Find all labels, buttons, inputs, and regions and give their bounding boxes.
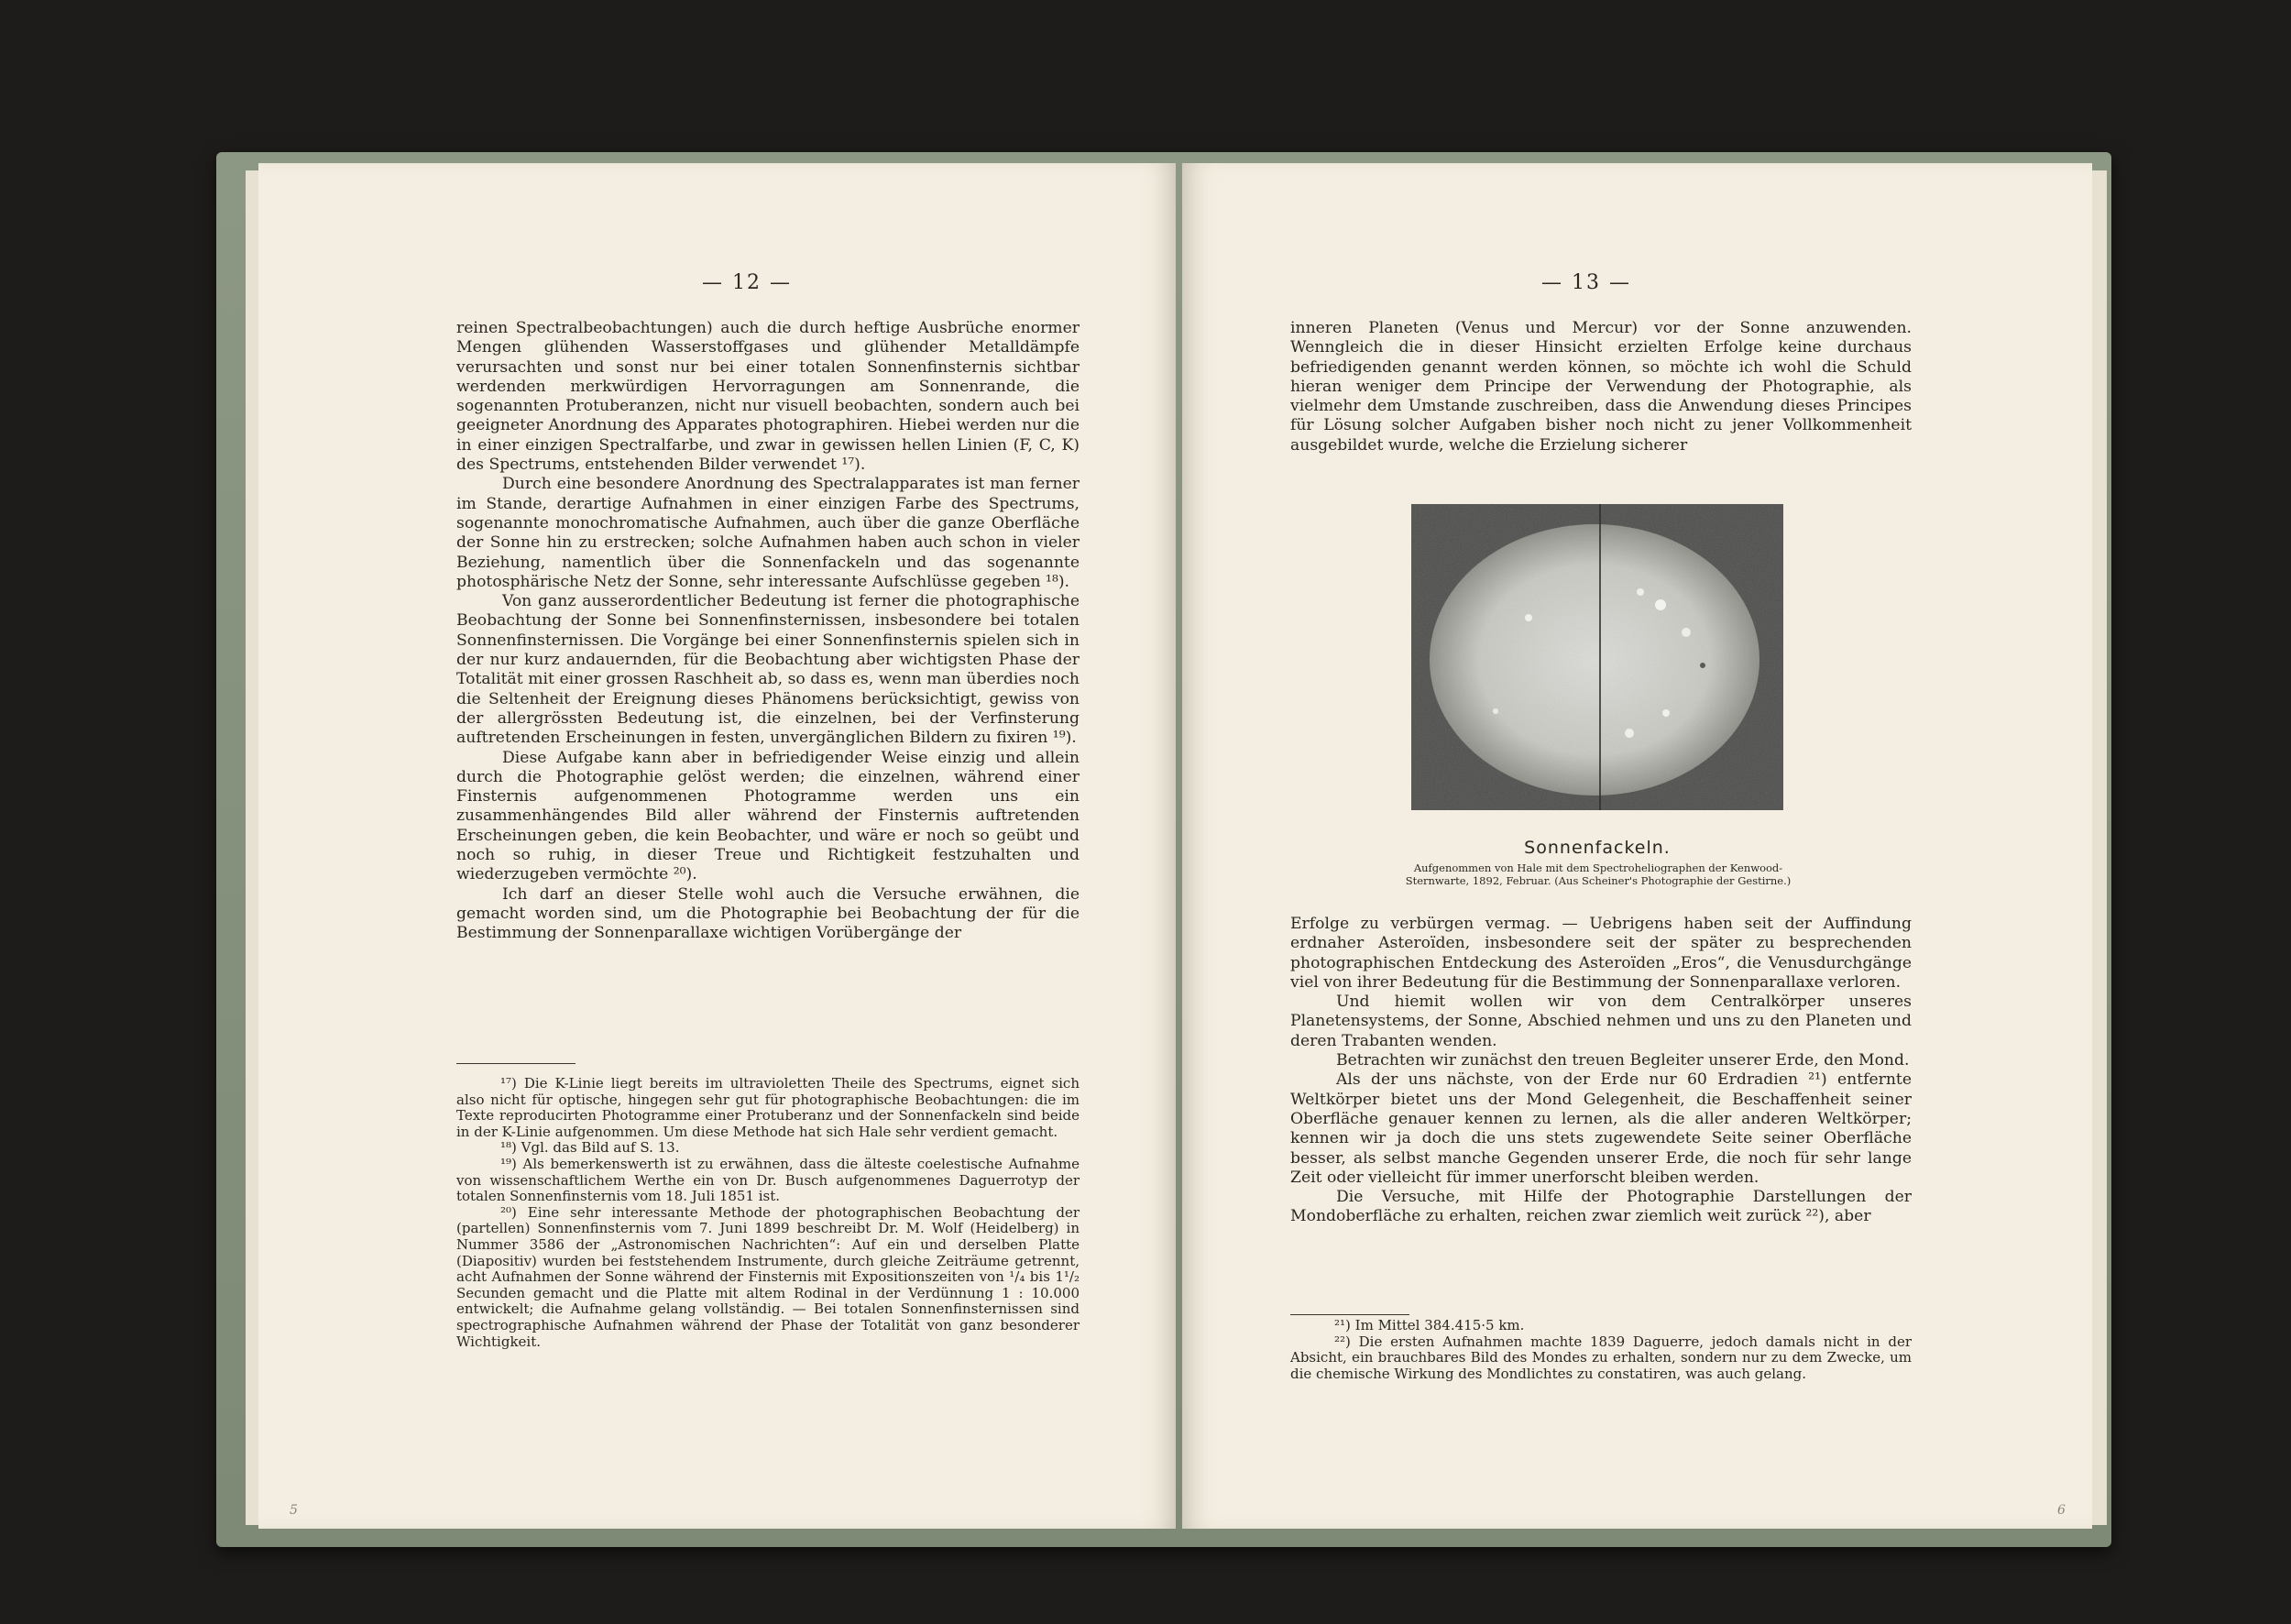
right-page xyxy=(1182,163,2092,1529)
footnote-18: ¹⁸) Vgl. das Bild auf S. 13. xyxy=(500,1139,680,1157)
left-footnotes xyxy=(456,1076,1080,1350)
figure-title: Sonnenfackeln. xyxy=(1524,838,1671,858)
right-paragraph-6: Die Versuche, mit Hilfe der Photographie Darstellungen der Mondoberfläche zu erhalten, reichen zwar ziemlich weit zurück ²²), aber xyxy=(1290,1188,1912,1226)
left-paragraph-5: Ich darf an dieser Stelle wohl auch die Versuche erwähnen, die gemacht worden sind, um die Photographie bei Beobachtung der für die Bestimmung der Sonnenparallaxe wichtigen Vorübergänge der xyxy=(456,884,1080,943)
right-body-text-top xyxy=(1290,319,1912,455)
right-paragraph-1: inneren Planeten (Venus und Mercur) vor der Sonne anzuwenden. Wenngleich die in dieser Hinsicht erzielten Erfolge keine durchaus befriedigenden genannt werden können, so möchte ich wohl die Schuld hieran weniger dem Principe der Verwendung der Photographie, als vielmehr dem Umstande zuschreiben, dass die Anwendung dieses Principes für Lösung solcher Aufgaben bisher noch nicht zu jener Vollkommenheit ausgebildet wurde, welche die Erzielung sicherer xyxy=(1290,319,1912,455)
right-paragraph-2: Erfolge zu verbürgen vermag. — Uebrigens haben seit der Auffindung erdnaher Asteroïden, insbesondere seit der später zu besprechenden photographischen Entdeckung des Asteroïden „Eros“, die Venusdurchgänge viel von ihrer Bedeutung für die Bestimmung der Sonnenparallaxe verloren. xyxy=(1290,915,1912,992)
figure-caption: Aufgenommen von Hale mit dem Spectroheliographen der Kenwood-Sternwarte, 1892, Februar. (Aus Scheiner's Photographie der Gestirne.) xyxy=(1405,861,1792,887)
page-number-left: — 12 — xyxy=(702,271,792,294)
footnote-22: ²²) Die ersten Aufnahmen machte 1839 Daguerre, jedoch damals nicht in der Absicht, ein brauchbares Bild des Mondes zu erhalten, sondern nur zu dem Zwecke, um die chemische Wirkung des Mondlichtes zu constatiren, was auch gelang. xyxy=(1290,1333,1912,1382)
right-page-edge xyxy=(2092,170,2107,1525)
corner-mark-right: 6 xyxy=(2057,1503,2066,1518)
footnote-19: ¹⁹) Als bemerkenswerth ist zu erwähnen, dass die älteste coelestische Aufnahme von wissenschaftlichem Werthe ein von Dr. Busch aufgenommenes Daguerrotyp der totalen Sonnenfinsternis vom 18. Juli 1851 ist. xyxy=(456,1155,1080,1205)
footnote-rule-left xyxy=(456,1063,575,1064)
sun-disc-image xyxy=(1411,504,1783,810)
left-paragraph-2: Durch eine besondere Anordnung des Spectralapparates ist man ferner im Stande, derartige Aufnahmen in einer einzigen Farbe des Spectrums, sogenannte monochromatische Aufnahmen, auch über die ganze Oberfläche der Sonne hin zu erstrecken; solche Aufnahmen haben auch schon in vieler Beziehung, namentlich über die Sonnenfackeln und das sogenannte photosphärische Netz der Sonne, sehr interessante Aufschlüsse gegeben ¹⁸). xyxy=(456,475,1080,591)
left-paragraph-1: reinen Spectralbeobachtungen) auch die durch heftige Ausbrüche enormer Mengen glühenden Wasserstoffgases und glühender Metalldämpfe verursachten und sonst nur bei einer totalen Sonnenfinsternis sichtbar werdenden merkwürdigen Hervorragungen am Sonnenrande, die sogenannten Protuberanzen, nicht nur visuell beobachten, sondern auch bei geeigneter Anordnung des Apparates photographiren. Hiebei werden nur die in einer einzigen Spectralfarbe, und zwar in gewissen hellen Linien (F, C, K) des Spectrums, entstehenden Bilder verwendet ¹⁷). xyxy=(456,319,1080,475)
corner-mark-left: 5 xyxy=(290,1503,298,1518)
left-page-edge xyxy=(246,170,258,1525)
footnote-rule-right xyxy=(1290,1314,1409,1315)
sunspot-photograph xyxy=(1411,504,1783,810)
right-body-text-bottom xyxy=(1290,915,1912,1227)
page-number-right: — 13 — xyxy=(1541,271,1631,294)
left-paragraph-4: Diese Aufgabe kann aber in befriedigender Weise einzig und allein durch die Photographie gelöst werden; die einzelnen, während einer Finsternis aufgenommenen Photogramme werden uns ein zusammenhängendes Bild aller während der Finsternis auftretenden Erscheinungen geben, die kein Beobachter, und wäre er noch so geübt und noch so ruhig, in dieser Treue und Richtigkeit festzuhalten und wiederzugeben vermöchte ²⁰). xyxy=(456,748,1080,884)
footnote-21: ²¹) Im Mittel 384.415·5 km. xyxy=(1334,1317,1525,1333)
right-paragraph-5: Als der uns nächste, von der Erde nur 60 Erdradien ²¹) entfernte Weltkörper bietet uns der Mond Gelegenheit, die Beschaffenheit seiner Oberfläche genauer kennen zu lernen, als die aller anderen Weltkörper; kennen wir ja doch die uns stets zugewendete Seite seiner Oberfläche besser, als selbst manche Gegenden unserer Erde, die noch für sehr lange Zeit oder vielleicht für immer unerforscht bleiben werden. xyxy=(1290,1070,1912,1187)
right-footnotes xyxy=(1290,1318,1912,1382)
right-paragraph-4: Betrachten wir zunächst den treuen Begleiter unserer Erde, den Mond. xyxy=(1336,1051,1910,1070)
footnote-17: ¹⁷) Die K-Linie liegt bereits im ultravioletten Theile des Spectrums, eignet sich also nicht für optische, hingegen sehr gut für photographische Beobachtungen: die im Texte reproducirten Photogramme einer Protuberanz und der Sonnenfackeln sind beide in der K-Linie aufgenommen. Um diese Methode hat sich Hale sehr verdient gemacht. xyxy=(456,1075,1080,1140)
left-body-text xyxy=(456,319,1080,944)
right-paragraph-3: Und hiemit wollen wir von dem Centralkörper unseres Planetensystems, der Sonne, Abschied nehmen und uns zu den Planeten und deren Trabanten wenden. xyxy=(1290,993,1912,1050)
footnote-20: ²⁰) Eine sehr interessante Methode der photographischen Beobachtung der (partellen) Sonnenfinsternis vom 7. Juni 1899 beschreibt Dr. M. Wolf (Heidelberg) in Nummer 3586 der „Astronomischen Nachrichten“: Auf ein und derselben Platte (Diapositiv) wurden bei feststehendem Instrumente, durch gleiche Zeiträume getrennt, acht Aufnahmen der Sonne während der Finsternis mit Expositionszeiten von ¹/₄ bis 1¹/₂ Secunden gemacht und die Platte mit altem Rodinal in der Verdünnung 1 : 10.000 entwickelt; die Aufnahme gelang vollständig. — Bei totalen Sonnenfinsternissen sind spectrographische Aufnahmen während der Phase der Totalität von ganz besonderer Wichtigkeit. xyxy=(456,1203,1080,1350)
left-paragraph-3: Von ganz ausserordentlicher Bedeutung ist ferner die photographische Beobachtung der Sonne bei Sonnenfinsternissen, insbesondere bei totalen Sonnenfinsternissen. Die Vorgänge bei einer Sonnenfinsternis spielen sich in der nur kurz andauernden, für die Beobachtung aber wichtigsten Phase der Totalität mit einer grossen Raschheit ab, so dass es, wenn man überdies noch die Seltenheit der Ereignung dieses Phänomens berücksichtigt, gewiss von der allergrössten Bedeutung ist, die einzelnen, bei der Verfinsterung auftretenden Erscheinungen in festen, unvergänglichen Bildern zu fixiren ¹⁹). xyxy=(456,592,1080,748)
left-page xyxy=(258,163,1176,1529)
